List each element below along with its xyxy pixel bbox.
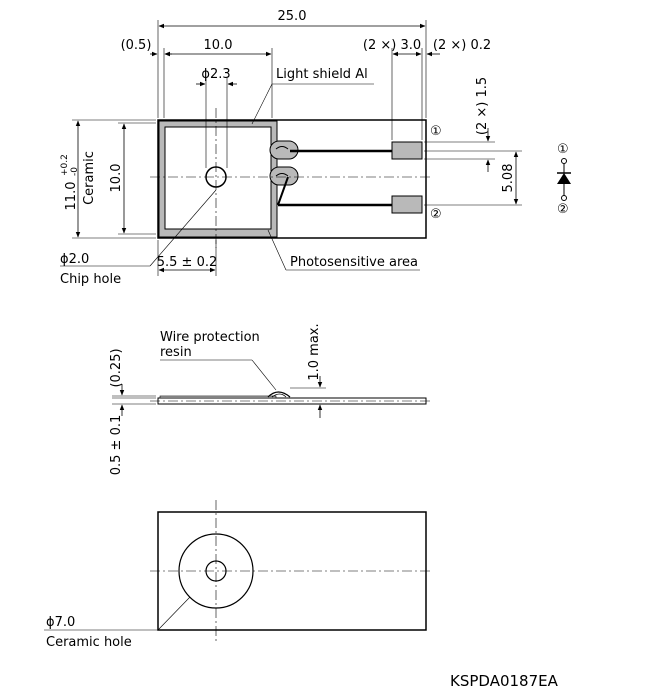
wire-protection-line1: Wire protection [160, 330, 260, 345]
dim-chip-thickness: (0.25) [109, 348, 124, 388]
dim-chip-width: 10.0 [203, 38, 233, 53]
top-view [60, 9, 522, 287]
ceramic-hole-label: Ceramic hole [46, 635, 132, 650]
photosensitive-label: Photosensitive area [290, 255, 419, 270]
diode-symbol [557, 173, 571, 184]
dim-chip-height: 10.0 [109, 163, 124, 193]
schematic-pin-1: ① [557, 142, 569, 157]
ceramic-label: Ceramic [82, 151, 97, 205]
dim-pad-length: (2 ×) 3.0 [362, 38, 422, 53]
ceramic-hole-dia: ϕ7.0 [46, 615, 76, 630]
dim-ceramic-height: 11.0 [64, 181, 79, 211]
pin-2-label: ② [430, 207, 442, 222]
dim-resin-height: 1.0 max. [307, 323, 322, 381]
dim-pin-pitch: 5.08 [501, 163, 516, 193]
dim-ceramic-thickness: 0.5 ± 0.1 [109, 414, 124, 476]
dim-pad-offset: (2 ×) 0.2 [432, 38, 492, 53]
dim-ceramic-tol-lower: -0 [70, 167, 80, 176]
schematic-pin-2: ② [557, 202, 569, 217]
dim-hole-pos: 5.5 ± 0.2 [156, 255, 218, 270]
light-shield-label: Light shield Al [276, 67, 368, 82]
terminal-1 [392, 142, 422, 159]
wire-protection-line2: resin [160, 345, 192, 360]
dim-pad-width: (2 ×) 1.5 [475, 76, 490, 136]
side-view [109, 323, 432, 475]
terminal-2 [392, 196, 422, 213]
drawing-code: KSPDA0187EA [450, 672, 558, 690]
dim-hole-dia: ϕ2.3 [201, 67, 231, 82]
dim-ceramic-tol-upper: +0.2 [60, 154, 70, 176]
bottom-view [44, 500, 432, 650]
dim-overall-width: 25.0 [277, 9, 307, 24]
pin-1-label: ① [430, 124, 442, 139]
side-chip [160, 396, 276, 398]
bond-pad-2 [270, 167, 298, 185]
diode-schematic [557, 142, 571, 217]
chip-hole-dia: ϕ2.0 [60, 252, 90, 267]
chip-hole-label: Chip hole [60, 272, 122, 287]
dim-left-offset: (0.5) [120, 38, 152, 53]
